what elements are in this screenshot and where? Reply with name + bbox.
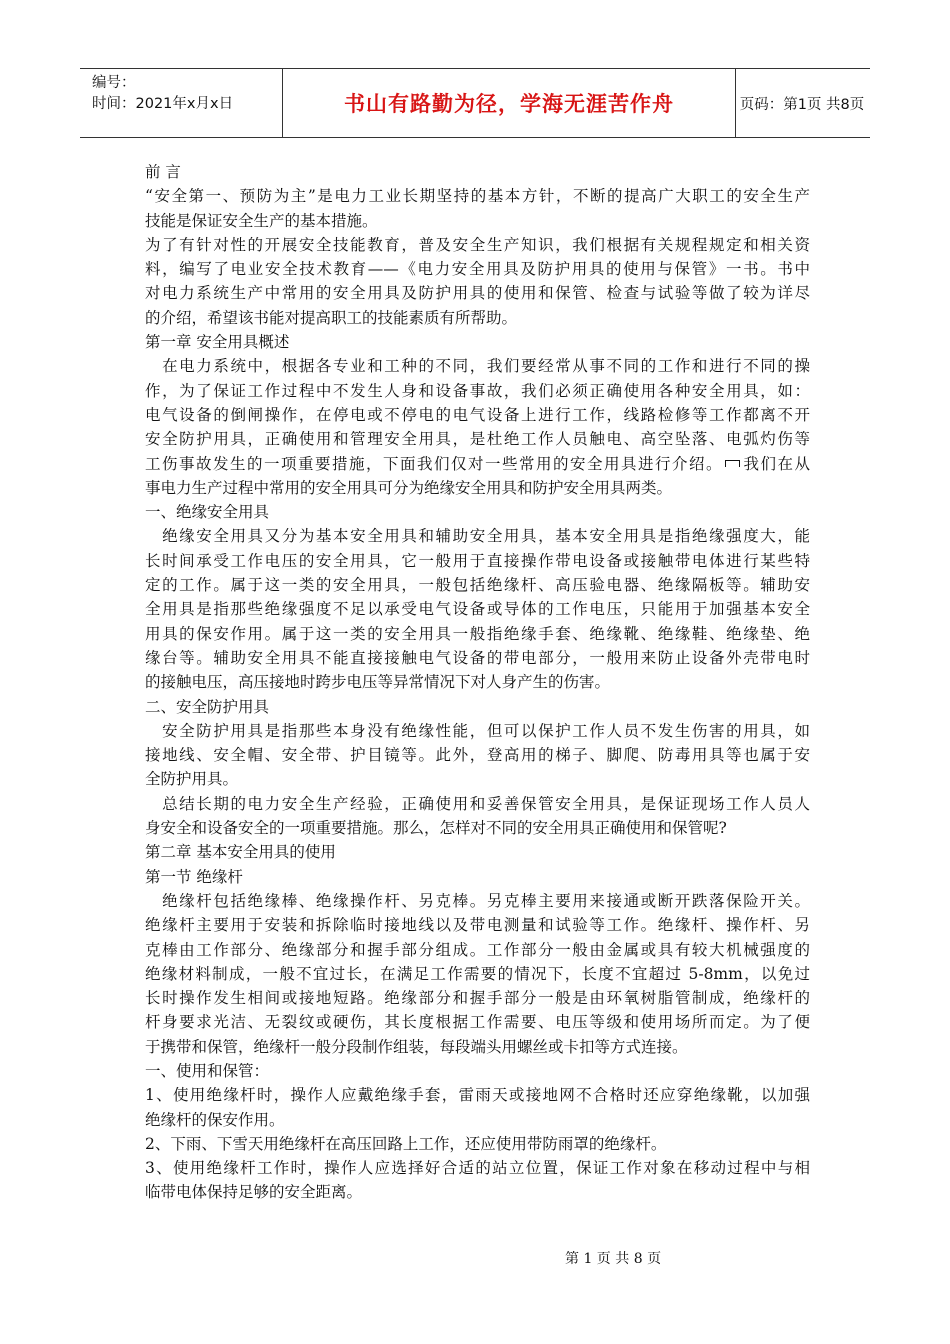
- line-text: 总结长期的电力安全生产经验，正确使用和妥善保管安全用具，是保证现场工作人员人: [145, 794, 810, 813]
- text-line: [145, 1132, 810, 1156]
- line-text: 全用具是指那些绝缘强度不足以承受电气设备或导体的工作电压，只能用于加强基本安全: [145, 600, 810, 619]
- text-line: [145, 719, 810, 743]
- text-line: [145, 767, 810, 791]
- text-line: [145, 209, 810, 233]
- text-line: [145, 379, 810, 403]
- line-text: 安全防护用具，正确使用和管理安全用具，是杜绝工作人员触电、高空坠落、电弧灼伤等: [145, 430, 810, 449]
- line-text: 一、使用和保管：: [145, 1061, 270, 1080]
- text-line: [145, 476, 810, 500]
- line-text: 的介绍，希望该书能对提高职工的技能素质有所帮助。: [145, 308, 518, 327]
- text-line: [145, 330, 810, 354]
- text-line: [145, 1156, 810, 1180]
- line-text: 技能是保证安全生产的基本措施。: [145, 211, 378, 230]
- text-line: [145, 306, 810, 330]
- text-line: [145, 986, 810, 1010]
- line-text: 工伤事故发生的一项重要措施，下面我们仅对一些常用的安全用具进行介绍。: [145, 454, 723, 473]
- line-text: 二、安全防护用具: [145, 697, 270, 716]
- header-meta: [92, 73, 233, 115]
- text-line: [145, 646, 810, 670]
- text-line: [145, 1180, 810, 1204]
- text-line: [145, 354, 810, 378]
- line-text: 安全防护用具是指那些本身没有绝缘性能，但可以保护工作人员不发生伤害的用具，如: [145, 721, 810, 740]
- line-text: 长时操作发生相间或接地短路。绝缘部分和握手部分一般是由环氧树脂管制成，绝缘杆的: [145, 989, 810, 1008]
- text-line: [145, 1083, 810, 1107]
- text-line: [145, 840, 810, 864]
- line-text: 缘台等。辅助安全用具不能直接接触电气设备的带电部分，一般用来防止设备外壳带电时: [145, 648, 810, 667]
- line-text: 事电力生产过程中常用的安全用具可分为绝缘安全用具和防护安全用具两类。: [145, 478, 673, 497]
- header-page-info: 页码：第1页 共8页: [739, 96, 865, 113]
- text-line: [145, 160, 810, 184]
- text-line: [145, 1035, 810, 1059]
- text-line: [145, 549, 810, 573]
- line-text: 定的工作。属于这一类的安全用具，一般包括绝缘杆、高压验电器、绝缘隔板等。辅助安: [145, 576, 810, 595]
- line-text: 2、下雨、下雪天用绝缘杆在高压回路上工作，还应使用带防雨罩的绝缘杆。: [145, 1134, 667, 1153]
- text-line: [145, 889, 810, 913]
- text-line: [145, 1108, 810, 1132]
- line-text: 于携带和保管，绝缘杆一般分段制作组装，每段端头用螺丝或卡扣等方式连接。: [145, 1037, 688, 1056]
- text-line: [145, 792, 810, 816]
- header-time-label: 时间：2021年x月x日: [92, 96, 234, 112]
- text-line: [145, 962, 810, 986]
- line-text: 第一节 绝缘杆: [145, 867, 243, 886]
- line-text: 的接触电压，高压接地时跨步电压等异常情况下对人身产生的伤害。: [145, 673, 611, 692]
- line-text: 第二章 基本安全用具的使用: [145, 843, 336, 862]
- text-line: [145, 403, 810, 427]
- line-text: 前 言: [145, 163, 181, 181]
- text-line: [145, 233, 810, 257]
- line-text: 临带电体保持足够的安全距离。: [145, 1183, 363, 1202]
- line-text: 电气设备的倒闸操作，在停电或不停电的电气设备上进行工作，线路检修等工作都离不开: [145, 405, 810, 424]
- line-text: 1、使用绝缘杆时，操作人应戴绝缘手套，雷雨天或接地网不合格时还应穿绝缘靴，以加强: [145, 1086, 810, 1105]
- line-text: 杆身要求光洁、无裂纹或硬伤，其长度根据工作需要、电压等级和使用场所而定。为了便: [145, 1013, 810, 1032]
- text-line: [145, 816, 810, 840]
- text-line: [145, 622, 810, 646]
- page-header: [80, 68, 870, 138]
- line-text: 对电力系统生产中常用的安全用具及防护用具的使用和保管、检查与试验等做了较为详尽: [145, 284, 810, 303]
- text-line: [145, 913, 810, 937]
- line-text: 为了有针对性的开展安全技能教育，普及安全生产知识，我们根据有关规程规定和相关资: [145, 235, 810, 254]
- line-text: 在电力系统中，根据各专业和工种的不同，我们要经常从事不同的工作和进行不同的操: [145, 357, 810, 376]
- page-footer: 第 1 页 共 8 页: [565, 1251, 662, 1267]
- text-line: [145, 695, 810, 719]
- line-text-tail: 我们在从: [741, 454, 810, 473]
- text-line: [145, 1010, 810, 1034]
- text-line: [145, 1059, 810, 1083]
- header-number-label: 编号：: [92, 75, 136, 91]
- text-line: [145, 743, 810, 767]
- text-line: [145, 427, 810, 451]
- text-line: [145, 281, 810, 305]
- line-text: 全防护用具。: [145, 770, 239, 789]
- header-motto: 书山有路勤为径，学海无涯苦作舟: [282, 69, 736, 137]
- line-text: 长时间承受工作电压的安全用具，它一般用于直接操作带电设备或接触带电体进行某些特: [145, 551, 810, 570]
- text-line: [145, 257, 810, 281]
- line-text: 绝缘杆的保安作用。: [145, 1110, 285, 1129]
- text-line: [145, 938, 810, 962]
- line-text: 绝缘安全用具又分为基本安全用具和辅助安全用具，基本安全用具是指绝缘强度大，能: [145, 527, 810, 546]
- line-text: 一、绝缘安全用具: [145, 503, 270, 522]
- line-text: 绝缘杆主要用于安装和拆除临时接地线以及带电测量和试验等工作。绝缘杆、操作杆、另: [145, 916, 810, 935]
- text-line: [145, 670, 810, 694]
- text-line: [145, 184, 810, 208]
- text-line: [145, 524, 810, 548]
- line-text: 3、使用绝缘杆工作时，操作人应选择好合适的站立位置，保证工作对象在移动过程中与相: [145, 1159, 810, 1178]
- line-text: 作，为了保证工作过程中不发生人身和设备事故，我们必须正确使用各种安全用具，如：: [145, 381, 810, 400]
- line-text: 用具的保安作用。属于这一类的安全用具一般指绝缘手套、绝缘靴、绝缘鞋、绝缘垫、绝: [145, 624, 810, 643]
- line-text: 身安全和设备安全的一项重要措施。那么，怎样对不同的安全用具正确使用和保管呢?: [145, 819, 727, 838]
- line-text: 绝缘杆包括绝缘棒、绝缘操作杆、另克棒。另克棒主要用来接通或断开跌落保险开关。: [145, 891, 810, 910]
- text-line: [145, 573, 810, 597]
- line-text: “安全第一、预防为主”是电力工业长期坚持的基本方针，不断的提高广大职工的安全生产: [145, 187, 810, 206]
- text-line: [145, 500, 810, 524]
- text-line: [145, 597, 810, 621]
- line-text: 接地线、安全帽、安全带、护目镜等。此外，登高用的梯子、脚爬、防毒用具等也属于安: [145, 746, 810, 765]
- line-text: 第一章 安全用具概述: [145, 333, 290, 352]
- line-text: 料，编写了电业安全技术教育——《电力安全用具及防护用具的使用与保管》一书。书中: [145, 260, 810, 279]
- document-body: [145, 160, 810, 1205]
- text-line: [145, 865, 810, 889]
- line-text: 绝缘材料制成，一般不宜过长，在满足工作需要的情况下，长度不宜超过 5-8mm，以免过: [145, 964, 810, 983]
- bracket-glyph-icon: [725, 460, 740, 467]
- text-line: [145, 452, 810, 476]
- line-text: 克棒由工作部分、绝缘部分和握手部分组成。工作部分一般由金属或具有较大机械强度的: [145, 940, 810, 959]
